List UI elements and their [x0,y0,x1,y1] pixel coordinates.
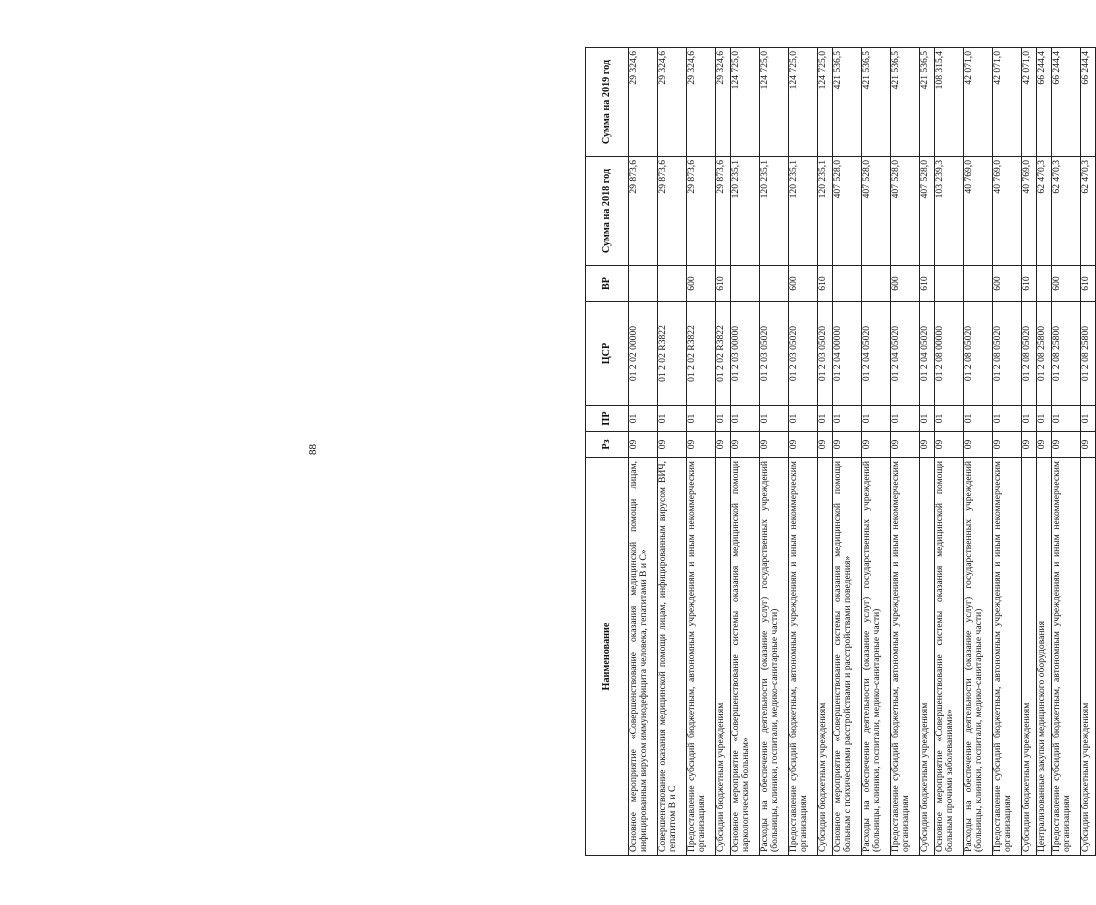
cell-rz: 09 [833,432,862,458]
cell-vr [862,266,891,302]
cell-sum-2019: 124 725,0 [731,48,760,157]
cell-vr [658,266,687,302]
cell-csr: 01 2 04 05020 [920,302,935,406]
cell-rz: 09 [1081,432,1096,458]
cell-vr: 600 [891,266,920,302]
cell-sum-2018: 120 235,1 [731,157,760,266]
header-sum-2019: Сумма на 2019 год [586,48,629,157]
table-row [833,48,862,856]
cell-vr: 600 [789,266,818,302]
cell-vr [760,266,789,302]
cell-name: Предоставление субсидий бюджетным, автономным учреждениям и иным некоммерческим организациям [789,458,818,856]
table-header-row [586,48,629,856]
cell-sum-2018: 40 769,0 [964,157,993,266]
cell-csr: 01 2 03 05020 [818,302,833,406]
cell-sum-2019: 42 071,0 [1022,48,1037,157]
cell-vr: 600 [993,266,1022,302]
cell-sum-2018: 407 528,0 [891,157,920,266]
cell-pr: 01 [789,406,818,432]
cell-name: Расходы на обеспечение деятельности (оказание услуг) государственных учреждений (больницы, клиники, госпитали, медико-санитарные части) [862,458,891,856]
cell-pr: 01 [1052,406,1081,432]
cell-csr: 01 2 08 05020 [993,302,1022,406]
cell-name: Основное мероприятие «Совершенствование системы оказания медицинской помощи больным с психическими расстройствами и расстройствами поведения» [833,458,862,856]
cell-sum-2018: 40 769,0 [993,157,1022,266]
table-row [789,48,818,856]
cell-rz: 09 [964,432,993,458]
cell-sum-2019: 421 536,5 [920,48,935,157]
table-row [687,48,716,856]
cell-sum-2018: 120 235,1 [789,157,818,266]
cell-pr: 01 [760,406,789,432]
table-row [1052,48,1081,856]
cell-rz: 09 [687,432,716,458]
cell-sum-2019: 66 244,4 [1052,48,1081,157]
cell-rz: 09 [716,432,731,458]
cell-pr: 01 [833,406,862,432]
header-csr: ЦСР [586,302,629,406]
table-row [818,48,833,856]
cell-sum-2018: 62 470,3 [1037,157,1052,266]
cell-name: Основное мероприятие «Совершенствование оказания медицинской помощи лицам, инфицированным вирусом иммунодефицита человека, гепатитами В и С» [629,458,658,856]
cell-name: Предоставление субсидий бюджетным, автономным учреждениям и иным некоммерческим организациям [891,458,920,856]
cell-name: Расходы на обеспечение деятельности (оказание услуг) государственных учреждений (больницы, клиники, госпитали, медико-санитарные части) [760,458,789,856]
cell-name: Субсидии бюджетным учреждениям [920,458,935,856]
header-name: Наименование [586,458,629,856]
cell-pr: 01 [891,406,920,432]
cell-vr [629,266,658,302]
cell-sum-2019: 124 725,0 [760,48,789,157]
cell-sum-2018: 40 769,0 [1022,157,1037,266]
cell-name: Субсидии бюджетным учреждениям [1022,458,1037,856]
cell-rz: 09 [1052,432,1081,458]
page-number: 88 [307,444,319,455]
rotated-page-content [585,48,1091,856]
cell-sum-2018: 407 528,0 [920,157,935,266]
table-row [891,48,920,856]
cell-rz: 09 [862,432,891,458]
cell-rz: 09 [935,432,964,458]
cell-csr: 01 2 08 05020 [1022,302,1037,406]
cell-csr: 01 2 04 05020 [891,302,920,406]
cell-vr [731,266,760,302]
cell-csr: 01 2 04 05020 [862,302,891,406]
table-row [731,48,760,856]
header-rz: Рз [586,432,629,458]
cell-sum-2018: 62 470,3 [1052,157,1081,266]
cell-rz: 09 [1022,432,1037,458]
table-row [862,48,891,856]
cell-sum-2019: 421 536,5 [833,48,862,157]
cell-sum-2019: 42 071,0 [993,48,1022,157]
cell-csr: 01 2 03 05020 [789,302,818,406]
cell-sum-2018: 103 239,3 [935,157,964,266]
table-row [1081,48,1096,856]
cell-sum-2019: 29 324,6 [687,48,716,157]
cell-pr: 01 [716,406,731,432]
cell-pr: 01 [1037,406,1052,432]
cell-name: Расходы на обеспечение деятельности (оказание услуг) государственных учреждений (больницы, клиники, госпитали, медико-санитарные части) [964,458,993,856]
cell-sum-2019: 124 725,0 [789,48,818,157]
cell-csr: 01 2 08 25800 [1081,302,1096,406]
cell-sum-2019: 29 324,6 [716,48,731,157]
header-vr: ВР [586,266,629,302]
cell-rz: 09 [789,432,818,458]
cell-csr: 01 2 08 25800 [1037,302,1052,406]
table-row [964,48,993,856]
cell-name: Субсидии бюджетным учреждениям [818,458,833,856]
cell-sum-2019: 421 536,5 [891,48,920,157]
cell-rz: 09 [1037,432,1052,458]
cell-pr: 01 [964,406,993,432]
cell-name: Предоставление субсидий бюджетным, автономным учреждениям и иным некоммерческим организациям [1052,458,1081,856]
cell-sum-2019: 66 244,4 [1037,48,1052,157]
cell-sum-2019: 108 315,4 [935,48,964,157]
cell-sum-2018: 29 873,6 [687,157,716,266]
cell-rz: 09 [891,432,920,458]
cell-csr: 01 2 03 05020 [760,302,789,406]
cell-sum-2018: 29 873,6 [658,157,687,266]
cell-csr: 01 2 02 R3822 [687,302,716,406]
cell-csr: 01 2 02 R3822 [658,302,687,406]
cell-pr: 01 [935,406,964,432]
cell-csr: 01 2 08 00000 [935,302,964,406]
cell-pr: 01 [993,406,1022,432]
cell-pr: 01 [1081,406,1096,432]
table-row [716,48,731,856]
table-row [760,48,789,856]
cell-csr: 01 2 02 00000 [629,302,658,406]
budget-table [585,47,1096,856]
cell-pr: 01 [818,406,833,432]
cell-name: Централизованные закупки медицинского оборудования [1037,458,1052,856]
cell-sum-2018: 29 873,6 [629,157,658,266]
cell-csr: 01 2 08 25800 [1052,302,1081,406]
cell-vr: 610 [1022,266,1037,302]
cell-csr: 01 2 02 R3822 [716,302,731,406]
cell-rz: 09 [920,432,935,458]
cell-vr [964,266,993,302]
cell-rz: 09 [760,432,789,458]
cell-vr: 600 [687,266,716,302]
cell-name: Основное мероприятие «Совершенствование системы оказания медицинской помощи больным прочими заболеваниями» [935,458,964,856]
cell-pr: 01 [920,406,935,432]
cell-sum-2019: 29 324,6 [629,48,658,157]
cell-sum-2018: 120 235,1 [760,157,789,266]
cell-name: Субсидии бюджетным учреждениям [1081,458,1096,856]
cell-vr [935,266,964,302]
cell-sum-2019: 66 244,4 [1081,48,1096,157]
cell-pr: 01 [687,406,716,432]
cell-name: Предоставление субсидий бюджетным, автономным учреждениям и иным некоммерческим организациям [993,458,1022,856]
table-row [920,48,935,856]
cell-vr [1037,266,1052,302]
cell-rz: 09 [818,432,833,458]
cell-csr: 01 2 04 00000 [833,302,862,406]
cell-sum-2018: 29 873,6 [716,157,731,266]
cell-sum-2019: 124 725,0 [818,48,833,157]
cell-rz: 09 [658,432,687,458]
cell-vr: 610 [716,266,731,302]
cell-pr: 01 [862,406,891,432]
cell-name: Предоставление субсидий бюджетным, автономным учреждениям и иным некоммерческим организациям [687,458,716,856]
cell-vr: 610 [920,266,935,302]
cell-sum-2018: 407 528,0 [833,157,862,266]
cell-vr: 600 [1052,266,1081,302]
cell-sum-2018: 120 235,1 [818,157,833,266]
cell-name: Совершенствование оказания медицинской помощи лицам, инфицированным вирусом ВИЧ, гепатитом В и С [658,458,687,856]
cell-csr: 01 2 03 00000 [731,302,760,406]
cell-rz: 09 [731,432,760,458]
cell-pr: 01 [1022,406,1037,432]
table-row [658,48,687,856]
table-row [1022,48,1037,856]
cell-name: Основное мероприятие «Совершенствование системы оказания медицинской помощи наркологическим больным» [731,458,760,856]
table-row [993,48,1022,856]
cell-sum-2019: 42 071,0 [964,48,993,157]
header-sum-2018: Сумма на 2018 год [586,157,629,266]
table-row [935,48,964,856]
cell-vr: 610 [1081,266,1096,302]
table-row [629,48,658,856]
cell-sum-2018: 62 470,3 [1081,157,1096,266]
header-pr: ПР [586,406,629,432]
table-body [629,48,1096,856]
cell-rz: 09 [993,432,1022,458]
cell-pr: 01 [731,406,760,432]
cell-csr: 01 2 08 05020 [964,302,993,406]
cell-sum-2018: 407 528,0 [862,157,891,266]
cell-name: Субсидии бюджетным учреждениям [716,458,731,856]
cell-vr: 610 [818,266,833,302]
cell-pr: 01 [629,406,658,432]
cell-sum-2019: 29 324,6 [658,48,687,157]
table-row [1037,48,1052,856]
cell-pr: 01 [658,406,687,432]
cell-rz: 09 [629,432,658,458]
cell-sum-2019: 421 536,5 [862,48,891,157]
cell-vr [833,266,862,302]
